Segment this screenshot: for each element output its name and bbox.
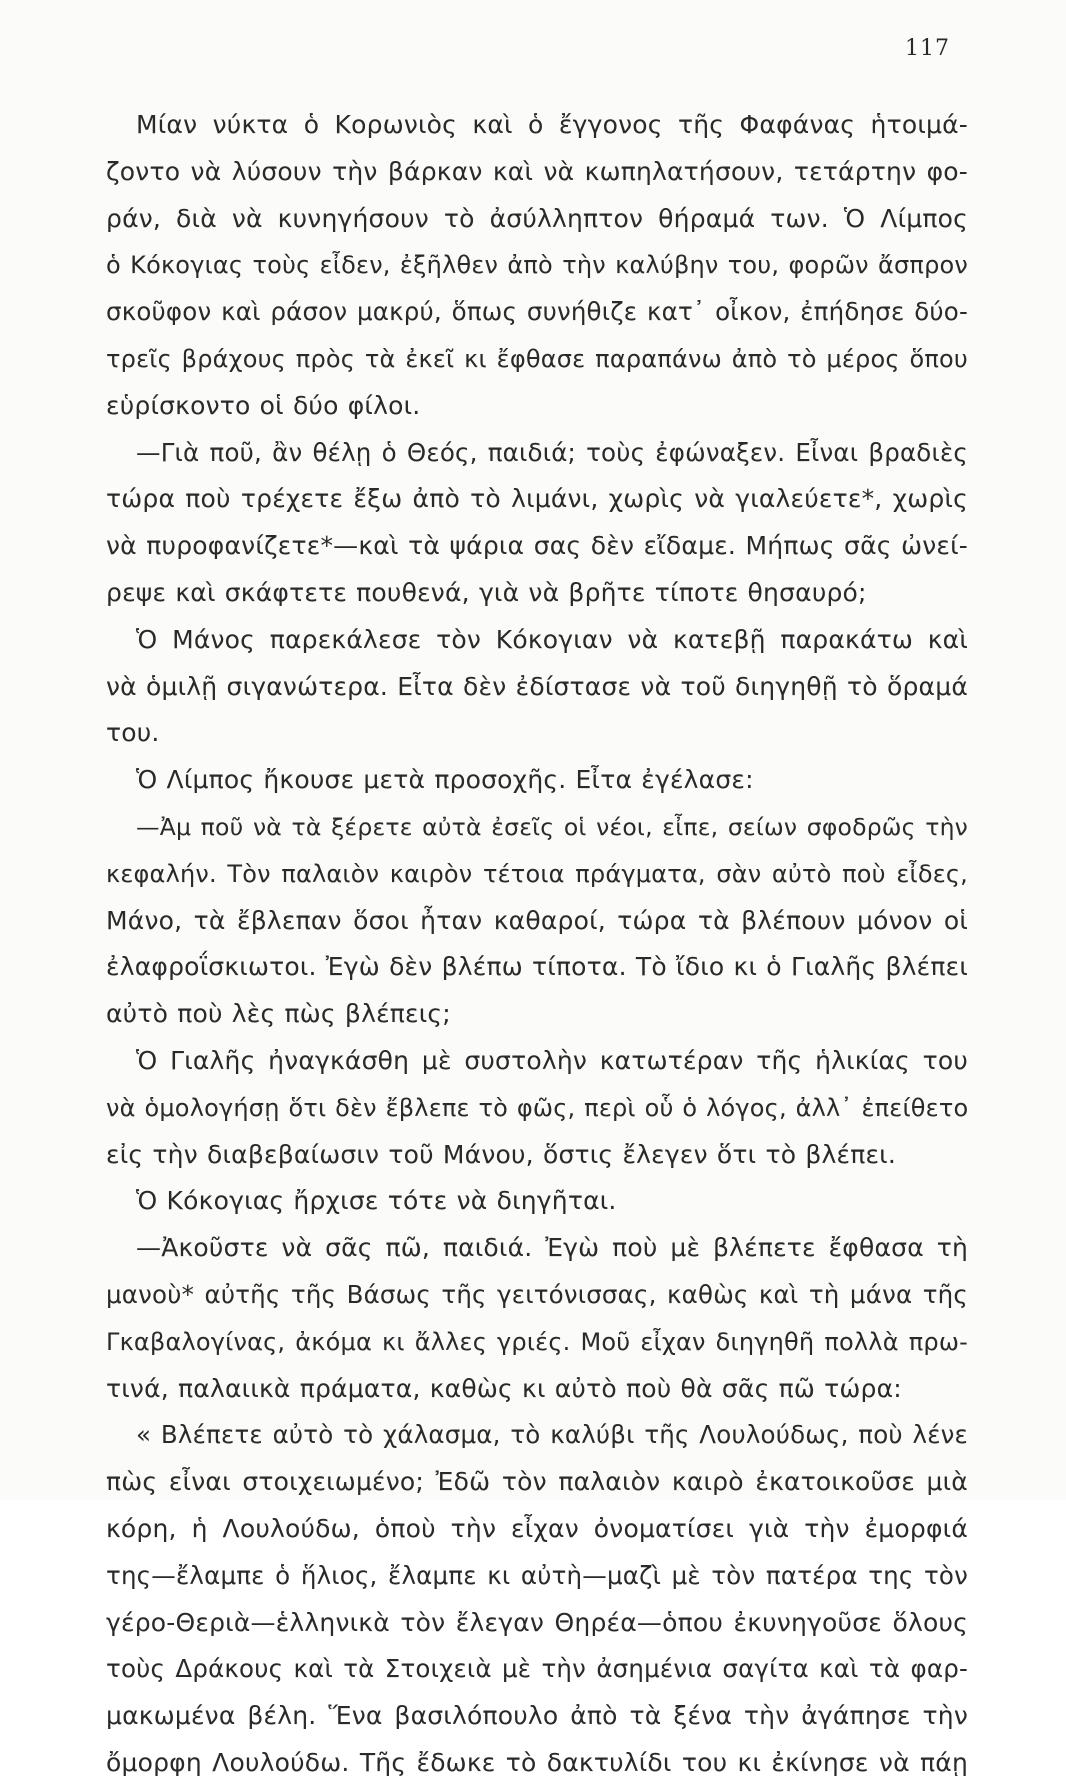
text-line: Ὁ Μάνος παρεκάλεσε τὸν Κόκογιαν νὰ κατεβῇ παρακάτω καὶ xyxy=(136,624,968,654)
text-line: νὰ πυροφανίζετε*—καὶ τὰ ψάρια σας δὲν εἴδαμε. Μήπως σᾶς ὠνεί- xyxy=(106,531,968,561)
text-line: του. xyxy=(106,718,160,748)
text-line: « Βλέπετε αὐτὸ τὸ χάλασμα, τὸ καλύβι τῆς Λουλούδως, ποὺ λένε xyxy=(136,1420,968,1450)
text-line: Ὁ Γιαλῆς ἠναγκάσθη μὲ συστολὴν κατωτέραν τῆς ἡλικίας του xyxy=(136,1045,968,1075)
text-line: μανοὺ* αὐτῆς τῆς Βάσως τῆς γειτόνισσας, καθὼς καὶ τὴ μάνα τῆς xyxy=(106,1279,968,1309)
text-line: γέρο-Θεριὰ—ἑλληνικὰ τὸν ἔλεγαν Θηρέα—ὁπου ἐκυνηγοῦσε ὅλους xyxy=(106,1607,968,1637)
text-line: ζοντο νὰ λύσουν τὴν βάρκαν καὶ νὰ κωπηλατήσουν, τετάρτην φο- xyxy=(106,156,968,186)
text-line: τινά, παλαιικὰ πράματα, καθὼς κι αὐτὸ ποὺ θὰ σᾶς πῶ τώρα: xyxy=(106,1373,902,1403)
text-line: κόρη, ἡ Λουλούδω, ὁποὺ τὴν εἶχαν ὀνοματίσει γιὰ τὴν ἐμορφιά xyxy=(106,1513,968,1543)
text-line: —Ἀμ ποῦ νὰ τὰ ξέρετε αὐτὰ ἐσεῖς οἱ νέοι, εἶπε, σείων σφοδρῶς τὴν xyxy=(136,812,968,841)
text-line: ὄμορφη Λουλούδω. Τῆς ἔδωκε τὸ δακτυλίδι του κι ἐκίνησε νὰ πάῃ xyxy=(106,1747,968,1777)
text-line: ράν, διὰ νὰ κυνηγήσουν τὸ ἀσύλληπτον θήραμά των. Ὁ Λίμπος xyxy=(106,203,968,233)
text-line: πὼς εἶναι στοιχειωμένο; Ἐδῶ τὸν παλαιὸν καιρὸ ἐκατοικοῦσε μιὰ xyxy=(106,1467,968,1497)
text-line: ἐλαφροΐσκιωτοι. Ἐγὼ δὲν βλέπω τίποτα. Τὸ ἴδιο κι ὁ Γιαλῆς βλέπει xyxy=(106,952,968,982)
text-line: εἰς τὴν διαβεβαίωσιν τοῦ Μάνου, ὅστις ἔλεγεν ὅτι τὸ βλέπει. xyxy=(106,1139,896,1169)
page-number: 117 xyxy=(905,36,950,61)
text-line: κεφαλήν. Τὸν παλαιὸν καιρὸν τέτοια πράγματα, σὰν αὐτὸ ποὺ εἶδες, xyxy=(106,859,968,888)
text-line: Γκαβαλογίνας, ἀκόμα κι ἄλλες γριές. Μοῦ εἶχαν διηγηθῆ πολλὰ πρω- xyxy=(106,1327,968,1356)
text-line: τρεῖς βράχους πρὸς τὰ ἐκεῖ κι ἔφθασε παραπάνω ἀπὸ τὸ μέρος ὅπου xyxy=(106,344,968,373)
text-line: της—ἔλαμπε ὁ ἥλιος, ἔλαμπε κι αὐτὴ—μαζὶ μὲ τὸν πατέρα της τὸν xyxy=(106,1560,968,1590)
text-line: εὑρίσκοντο οἱ δύο φίλοι. xyxy=(106,390,421,420)
text-line: σκοῦφον καὶ ράσον μακρύ, ὅπως συνήθιζε κατ᾽ οἶκον, ἐπήδησε δύο- xyxy=(106,297,968,327)
text-line: τοὺς Δράκους καὶ τὰ Στοιχειὰ μὲ τὴν ἀσημένια σαγίτα καὶ τὰ φαρ- xyxy=(106,1654,968,1684)
text-line: μακωμένα βέλη. Ἕνα βασιλόπουλο ἀπὸ τὰ ξένα τὴν ἀγάπησε τὴν xyxy=(106,1701,968,1731)
text-line: —Γιὰ ποῦ, ἂν θέλῃ ὁ Θεός, παιδιά; τοὺς ἐφώναξεν. Εἶναι βραδιὲς xyxy=(136,437,968,467)
text-line: Ὁ Λίμπος ἤκουσε μετὰ προσοχῆς. Εἶτα ἐγέλασε: xyxy=(136,765,754,795)
text-line: τώρα ποὺ τρέχετε ἔξω ἀπὸ τὸ λιμάνι, χωρὶς νὰ γιαλεύετε*, χωρὶς xyxy=(106,484,968,514)
text-line: —Ἀκοῦστε νὰ σᾶς πῶ, παιδιά. Ἐγὼ ποὺ μὲ βλέπετε ἔφθασα τὴ xyxy=(136,1233,968,1263)
text-line: ρεψε καὶ σκάφτετε πουθενά, γιὰ νὰ βρῆτε τίποτε θησαυρό; xyxy=(106,577,867,607)
text-line: Μίαν νύκτα ὁ Κορωνιὸς καὶ ὁ ἔγγονος τῆς Φαφάνας ἡτοιμά- xyxy=(136,110,968,139)
body-text xyxy=(106,102,968,1787)
text-line: νὰ ὁμιλῇ σιγανώτερα. Εἶτα δὲν ἐδίστασε νὰ τοῦ διηγηθῇ τὸ ὅραμά xyxy=(106,671,968,701)
text-line: ὁ Κόκογιας τοὺς εἶδεν, ἐξῆλθεν ἀπὸ τὴν καλύβην του, φορῶν ἄσπρον xyxy=(106,251,968,280)
text-line: αὐτὸ ποὺ λὲς πὼς βλέπεις; xyxy=(106,999,451,1029)
text-line: Ὁ Κόκογιας ἤρχισε τότε νὰ διηγῆται. xyxy=(136,1186,617,1216)
text-line: νὰ ὁμολογήσῃ ὅτι δὲν ἔβλεπε τὸ φῶς, περὶ οὗ ὁ λόγος, ἀλλ᾽ ἐπείθετο xyxy=(106,1093,969,1122)
text-line: Μάνο, τὰ ἔβλεπαν ὅσοι ἦταν καθαροί, τώρα τὰ βλέπουν μόνον οἱ xyxy=(106,905,968,935)
